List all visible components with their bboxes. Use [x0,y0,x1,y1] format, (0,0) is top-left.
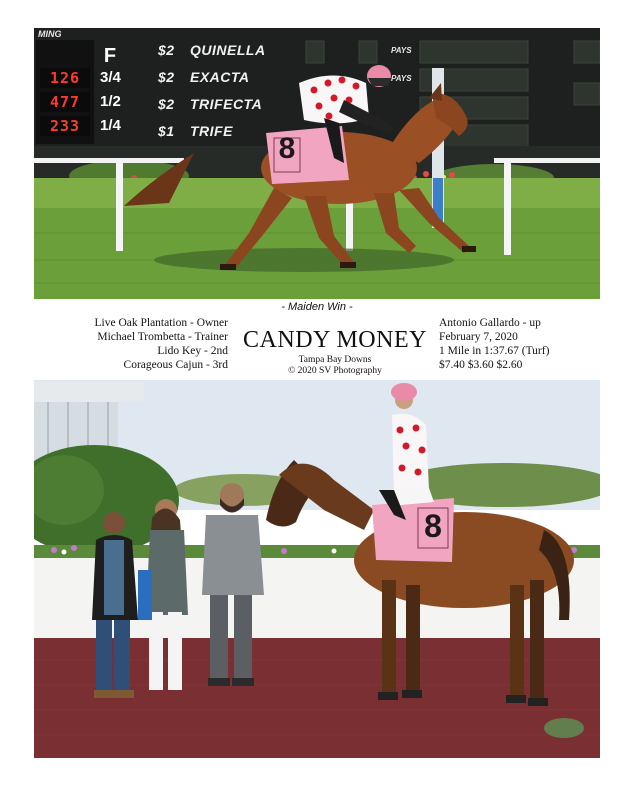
track-name: Tampa Bay Downs [298,355,372,365]
caption-left-block [95,316,229,372]
tote-bet-3: $1 [158,123,175,139]
tote-digits-1: 126 [49,69,81,87]
jockey-silks-bottom [392,414,429,495]
copyright: © 2020 SV Photography [288,366,382,376]
tote-fraction-1: 3/4 [100,69,121,86]
third-place-line: Corageous Cajun - 3rd [123,359,228,371]
tote-pool-2: TRIFECTA [190,96,263,112]
jockey-line: Antonio Gallardo - up [439,317,541,329]
tote-pays-label-0: PAYS [391,46,412,55]
track-block [232,355,438,377]
race-date: February 7, 2020 [439,331,518,343]
tote-pool-3: TRIFE [190,123,233,139]
winners-circle-photo [34,380,600,758]
connections-group [92,483,264,698]
trainer-line: Michael Trombetta - Trainer [97,331,228,343]
saddle-number-top: 8 [278,132,296,165]
tote-pool-1: EXACTA [190,69,250,85]
tote-digits-3: 233 [49,117,81,135]
tote-digits-2: 477 [49,93,81,111]
payouts: $7.40 $3.60 $2.60 [439,359,523,371]
tote-bet-0: $2 [158,42,175,58]
tote-bet-2: $2 [158,96,175,112]
tote-fraction-3: 1/4 [100,117,121,134]
photographer-logo [544,718,584,738]
finish-line-photo [34,28,600,299]
race-distance-time: 1 Mile in 1:37.67 (Turf) [439,345,550,357]
tote-pool-0: QUINELLA [190,42,266,58]
owner-line: Live Oak Plantation - Owner [94,317,228,329]
tote-pays-label-1: PAYS [391,74,412,83]
horse-name: CANDY MONEY [243,327,427,353]
tote-header: MING [38,29,62,39]
second-place-line: Lido Key - 2nd [157,345,228,357]
saddle-number-bottom: 8 [424,508,442,544]
tote-fraction-2: 1/2 [100,93,121,110]
winners-circle-scene [34,380,600,758]
photo-caption [34,299,600,380]
tote-fraction-0: F [103,45,117,67]
tote-bet-1: $2 [158,69,175,85]
jockey-helmet-bottom [391,383,417,401]
race-type: - Maiden Win - [281,301,353,313]
caption-right-block [439,316,549,372]
